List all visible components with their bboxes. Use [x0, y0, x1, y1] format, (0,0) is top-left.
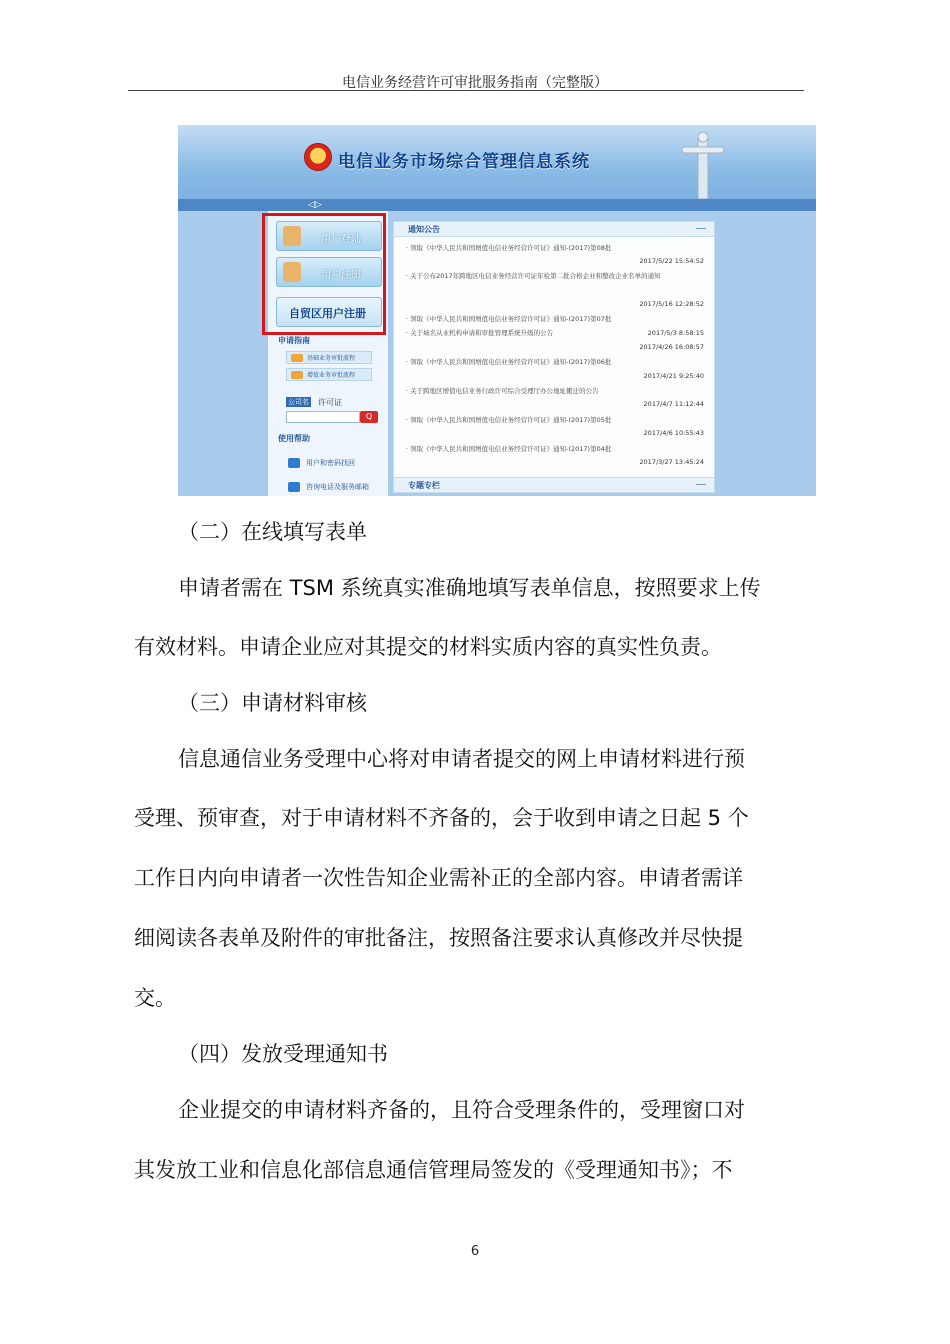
- notice-panel: [393, 221, 715, 487]
- apply-guide-title: 申请指南: [278, 336, 310, 345]
- paragraph-line: 工作日内向申请者一次性告知企业需补正的全部内容。申请者需详: [134, 866, 743, 890]
- help-item-label: 咨询电话及服务邮箱: [306, 483, 369, 491]
- search-input[interactable]: [286, 411, 360, 423]
- notice-date: 2017/5/3 8:58:15: [647, 329, 704, 337]
- paragraph-line: 交。: [134, 986, 176, 1010]
- notice-item[interactable]: · 领取《中华人民共和国增值电信业务经营许可证》通知-(2017)第04批: [406, 445, 612, 453]
- system-screenshot: [178, 125, 816, 496]
- paragraph-line: 受理、预审查，对于申请材料不齐备的，会于收到申请之日起 5 个: [134, 806, 749, 830]
- header-rule: [128, 90, 804, 91]
- notice-date: 2017/4/26 16:08:57: [639, 343, 704, 351]
- paragraph-line: 有效材料。申请企业应对其提交的材料实质内容的真实性负责。: [134, 635, 722, 659]
- notice-item[interactable]: · 关于域名从业机构申请和审批管理系统升级的公告: [406, 329, 554, 337]
- register-button-label: 用户注册: [321, 270, 361, 281]
- notice-date: 2017/5/16 12:28:52: [639, 300, 704, 308]
- system-banner: [178, 125, 816, 199]
- notice-header: [394, 222, 714, 237]
- login-button-label: 用户登陆: [321, 234, 361, 245]
- search-label: 公司名: [288, 398, 309, 406]
- topic-title: 专题专栏: [408, 481, 440, 490]
- ftz-register-label: 自贸区用户注册: [289, 307, 366, 320]
- help-item-contact[interactable]: [288, 482, 369, 492]
- section-heading-2: （二）在线填写表单: [178, 520, 367, 544]
- notice-date: 2017/5/22 15:54:52: [639, 257, 704, 265]
- paragraph-line: 细阅读各表单及附件的审批备注，按照备注要求认真修改并尽快提: [134, 926, 743, 950]
- register-button[interactable]: [276, 257, 382, 287]
- system-title: 电信业务市场综合管理信息系统: [338, 152, 590, 172]
- notice-date: 2017/3/27 13:45:24: [639, 458, 704, 466]
- topic-header: [393, 477, 715, 493]
- section-heading-4: （四）发放受理通知书: [178, 1042, 388, 1066]
- paragraph-line: 其发放工业和信息化部信息通信管理局签发的《受理通知书》；不: [134, 1158, 733, 1182]
- guide-item-value-added[interactable]: 增值业务审批流程: [286, 368, 372, 381]
- phone-icon: [288, 482, 300, 492]
- help-item-label: 用户和密码找回: [306, 459, 355, 467]
- system-subbar: [178, 199, 816, 211]
- guide-item-basic[interactable]: 基础业务审批流程: [286, 351, 372, 364]
- notice-date: 2017/4/6 10:55:43: [643, 429, 704, 437]
- collapse-toggle[interactable]: ◁▷: [308, 200, 322, 210]
- search-button[interactable]: Q: [360, 411, 378, 423]
- notice-item[interactable]: · 领取《中华人民共和国增值电信业务经营许可证》通知-(2017)第05批: [406, 416, 612, 424]
- collapse-icon[interactable]: [696, 484, 706, 485]
- notice-item[interactable]: · 领取《中华人民共和国增值电信业务经营许可证》通知-(2017)第06批: [406, 358, 612, 366]
- header-title: 电信业务经营许可审批服务指南（完整版）: [342, 75, 608, 91]
- login-button[interactable]: [276, 221, 382, 251]
- notice-item[interactable]: · 领取《中华人民共和国增值电信业务经营许可证》通知-(2017)第08批: [406, 244, 612, 252]
- notice-item[interactable]: · 关于公布2017年跨地区电信业务经营许可证年检第二批合格企业和整改企业名单的通知: [406, 272, 661, 280]
- paragraph-line: 信息通信业务受理中心将对申请者提交的网上申请材料进行预: [178, 747, 745, 771]
- notice-item[interactable]: · 领取《中华人民共和国增值电信业务经营许可证》通知-(2017)第07批: [406, 315, 612, 323]
- page-number: 6: [470, 1244, 480, 1259]
- help-title: 使用帮助: [278, 434, 310, 443]
- huabiao-pillar-icon: [668, 131, 738, 199]
- paragraph-line: 企业提交的申请材料齐备的，且符合受理条件的，受理窗口对: [178, 1098, 745, 1122]
- notice-date: 2017/4/21 9:25:40: [643, 372, 704, 380]
- help-item-password[interactable]: [288, 458, 355, 468]
- key-icon: [288, 458, 300, 468]
- search-type[interactable]: 许可证: [318, 398, 342, 407]
- national-emblem-icon: [304, 143, 332, 171]
- collapse-icon[interactable]: [696, 228, 706, 229]
- section-heading-3: （三）申请材料审核: [178, 691, 367, 715]
- notice-title: 通知公告: [408, 225, 440, 234]
- notice-item[interactable]: · 关于跨地区增值电信业务行政许可综合受理厅办公地址搬迁的公告: [406, 387, 599, 395]
- notice-date: 2017/4/7 11:12:44: [643, 400, 704, 408]
- user-add-icon: [283, 262, 301, 282]
- paragraph-line: 申请者需在 TSM 系统真实准确地填写表单信息，按照要求上传: [178, 576, 761, 600]
- user-icon: [283, 226, 301, 246]
- ftz-register-button[interactable]: [276, 297, 382, 327]
